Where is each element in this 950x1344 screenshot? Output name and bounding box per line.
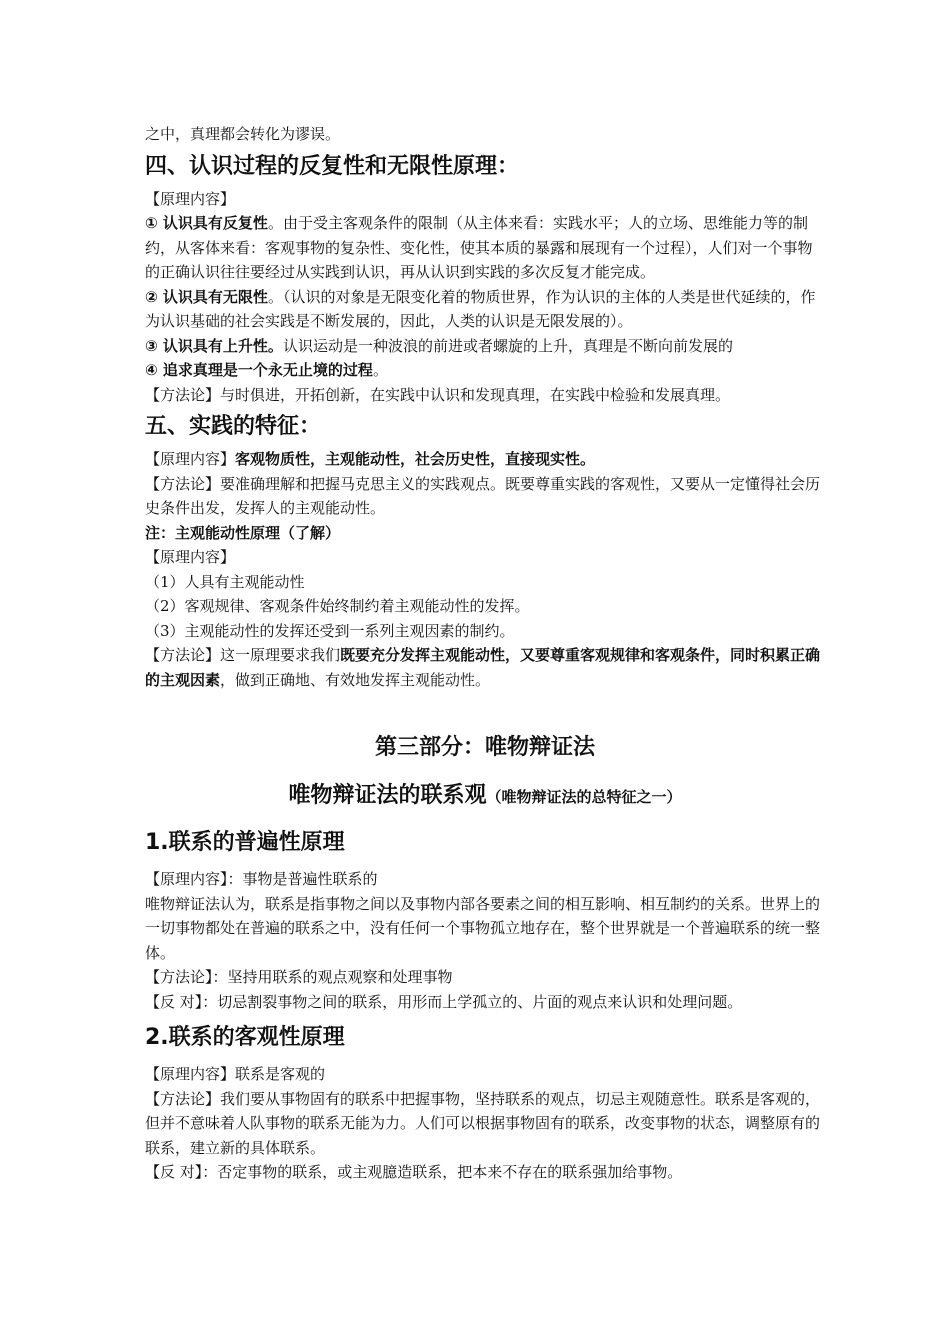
sec4-item-1 [145, 211, 825, 285]
top-line: 之中，真理都会转化为谬误。 [145, 125, 341, 143]
document-page [145, 122, 825, 1185]
sec5-principle-tag-2: 【原理内容】 [145, 548, 236, 566]
item-1-text: 。由于受主客观条件的限制（从主体来看：实践水平；人的立场、思维能力等的制约，从客体来看：客观事物的复杂性、变化性，使其本质的暴露和展现有一个过程），人们对一个事物的正确认识往往要经过从实践到认识，再从认识到实践的多次反复才能完成。 [145, 214, 813, 281]
part-3-title: 第三部分：唯物辩证法 [374, 735, 595, 760]
item-2-bold: ② 认识具有无限性 [145, 287, 268, 306]
sec5-principle [145, 447, 825, 472]
method2-bold: 既要充分发挥主观能动性，又要尊重客观规律和客观条件，同时积累正确的主观因素 [145, 646, 821, 689]
s1-method: 【方法论】：坚持用联系的观点观察和处理事物 [145, 968, 453, 986]
list-item: （3）主观能动性的发挥还受到一系列主观因素的制约。 [145, 621, 515, 640]
sec5-principle-tag: 【原理内容】 [145, 450, 236, 468]
s2-heading: 2.联系的客观性原理 [145, 1025, 345, 1050]
item-4-text: 。 [372, 361, 388, 379]
list-item: （1）人具有主观能动性 [145, 572, 305, 591]
section-4-heading: 四、认识过程的反复性和无限性原理： [145, 153, 520, 179]
item-1-bold: ① 认识具有反复性 [145, 214, 268, 232]
sec5-note [145, 521, 825, 546]
s1-oppose: 【反 对】：切忌割裂事物之间的联系，用形而上学孤立的、片面的观点来认识和处理问题。 [145, 992, 743, 1011]
subtitle-main: 唯物辩证法的联系观 [288, 783, 487, 808]
item-3-text: 认识运动是一种波浪的前进或者螺旋的上升，真理是不断向前发展的 [282, 336, 733, 355]
sec4-method: 【方法论】与时俱进，开拓创新，在实践中认识和发现真理，在实践中检验和发展真理。 [145, 385, 731, 404]
item-2-text: 。（认识的对象是无限变化着的物质世界，作为认识的主体的人类是世代延续的，作为认识基础的社会实践是不断发展的，因此，人类的认识是无限发展的）。 [145, 287, 816, 330]
list-item: （2）客观规律、客观条件始终制约着主观能动性的发挥。 [145, 597, 530, 615]
part-3-subtitle [145, 776, 825, 817]
principle-tag: 【原理内容】 [145, 189, 236, 208]
s2-principle: 【原理内容】联系是客观的 [145, 1065, 326, 1083]
item-3-bold: ③ 认识具有上升性。 [145, 336, 283, 355]
s2-method: 【方法论】我们要从事物固有的联系中把握事物，坚持联系的观点，切忌主观随意性。联系是客观的，但并不意味着人队事物的联系无能为力。人们可以根据事物固有的联系，改变事物的状态，调整原有的联系，建立新的具体联系。 [145, 1089, 821, 1157]
subtitle-note: （唯物辩证法的总特征之一） [486, 788, 682, 806]
method2-suffix: ，做到正确地、有效地发挥主观能动性。 [220, 670, 491, 689]
sec5-principle-bold: 客观物质性，主观能动性，社会历史性，直接现实性。 [235, 450, 596, 468]
item-4-bold: ④ 追求真理是一个永无止境的过程 [145, 361, 373, 379]
sec4-item-4 [145, 358, 825, 383]
sec4-item-2 [145, 285, 825, 334]
sec4-item-3 [145, 334, 825, 359]
method2-prefix: 【方法论】这一原理要求我们 [145, 646, 341, 664]
section-5-heading: 五、实践的特征： [145, 414, 322, 439]
s1-heading: 1.联系的普遍性原理 [145, 830, 345, 855]
sec5-note-text: 注：主观能动性原理（了解） [145, 523, 341, 542]
sec5-method: 【方法论】要准确理解和把握马克思主义的实践观点。既要尊重实践的客观性，又要从一定懂得社会历史条件出发，发挥人的主观能动性。 [145, 474, 821, 517]
sec5-method-2 [145, 643, 825, 692]
s1-body: 唯物辩证法认为，联系是指事物之间以及事物内部各要素之间的相互影响、相互制约的关系。世界上的一切事物都处在普遍的联系之中，没有任何一个事物孤立地存在，整个世界就是一个普遍联系的统一整体。 [145, 894, 821, 962]
s1-principle: 【原理内容】：事物是普遍性联系的 [145, 870, 378, 888]
s2-oppose: 【反 对】：否定事物的联系，或主观臆造联系，把本来不存在的联系强加给事物。 [145, 1163, 683, 1181]
